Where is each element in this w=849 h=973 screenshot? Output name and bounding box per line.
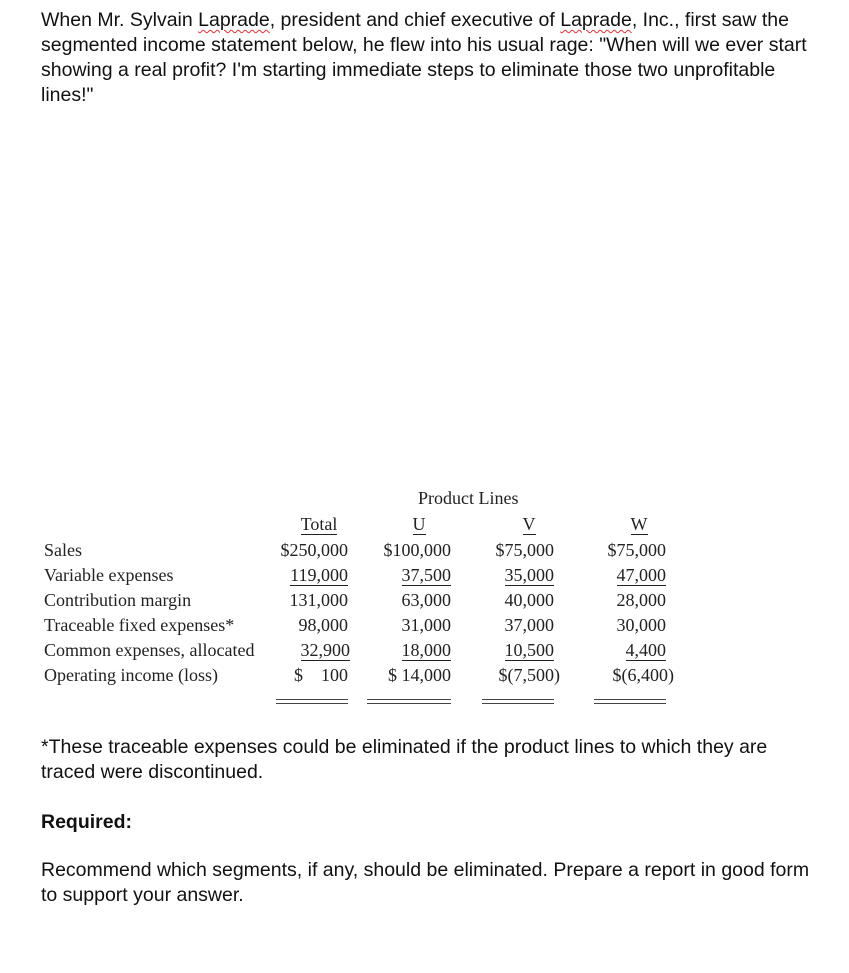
cell-sales-w: $75,000 [607, 540, 666, 560]
cell-traceable-total: 98,000 [298, 615, 348, 635]
cell-common-total: 32,900 [300, 640, 350, 660]
cell-oi-total: $ 100 [294, 665, 348, 685]
company-name-1: Laprade [198, 9, 270, 31]
footnote: *These traceable expenses could be eliminated if the product lines to which they are traced were discontinued. [41, 736, 768, 783]
cell-sales-v: $75,000 [495, 540, 554, 560]
intro-text-1: When Mr. Sylvain [41, 9, 199, 31]
double-underline-v [482, 699, 554, 704]
cell-variable-w: 47,000 [616, 565, 666, 585]
cell-sales-total: $250,000 [280, 540, 348, 560]
cell-traceable-u: 31,000 [401, 615, 451, 635]
intro-text-2: , president and chief executive of [269, 9, 561, 31]
cell-variable-v: 35,000 [504, 565, 554, 585]
cell-cm-total: 131,000 [289, 590, 348, 610]
cell-cm-u: 63,000 [401, 590, 451, 610]
row-label-contribution-margin: Contribution margin [44, 590, 192, 610]
cell-traceable-w: 30,000 [616, 615, 666, 635]
column-header-w: W [630, 514, 648, 534]
row-label-variable-expenses: Variable expenses [44, 565, 174, 585]
double-underline-w [594, 699, 666, 704]
product-lines-header: Product Lines [418, 488, 519, 508]
column-header-total: Total [300, 514, 338, 534]
cell-common-v: 10,500 [504, 640, 554, 660]
double-underline-u [367, 699, 451, 704]
column-header-u: U [412, 514, 426, 534]
task-instructions: Recommend which segments, if any, should be eliminated. Prepare a report in good form to support your answer. [41, 859, 810, 906]
cell-cm-w: 28,000 [616, 590, 666, 610]
double-underline-total [276, 699, 348, 704]
cell-variable-u: 37,500 [401, 565, 451, 585]
cell-common-w: 4,400 [625, 640, 666, 660]
cell-oi-u: $ 14,000 [388, 665, 451, 685]
cell-cm-v: 40,000 [504, 590, 554, 610]
cell-traceable-v: 37,000 [504, 615, 554, 635]
row-label-operating-income: Operating income (loss) [44, 665, 218, 685]
intro-paragraph [41, 8, 821, 108]
row-label-traceable-fixed: Traceable fixed expenses* [44, 615, 235, 635]
required-heading: Required: [41, 811, 133, 833]
company-name-2: Laprade [560, 9, 632, 31]
cell-oi-w: $(6,400) [612, 665, 674, 685]
cell-oi-v: $(7,500) [498, 665, 560, 685]
row-label-common-expenses: Common expenses, allocated [44, 640, 255, 660]
intro-text-3: , Inc., first saw the segmented income statement below, he flew into his usual rage: "When will we ever start showing a real profit? I'm starting immediate steps to eliminate those two unprofitable lines!" [41, 9, 807, 106]
column-header-v: V [522, 514, 536, 534]
cell-variable-total: 119,000 [290, 565, 348, 585]
cell-common-u: 18,000 [401, 640, 451, 660]
row-label-sales: Sales [44, 540, 82, 560]
cell-sales-u: $100,000 [383, 540, 451, 560]
